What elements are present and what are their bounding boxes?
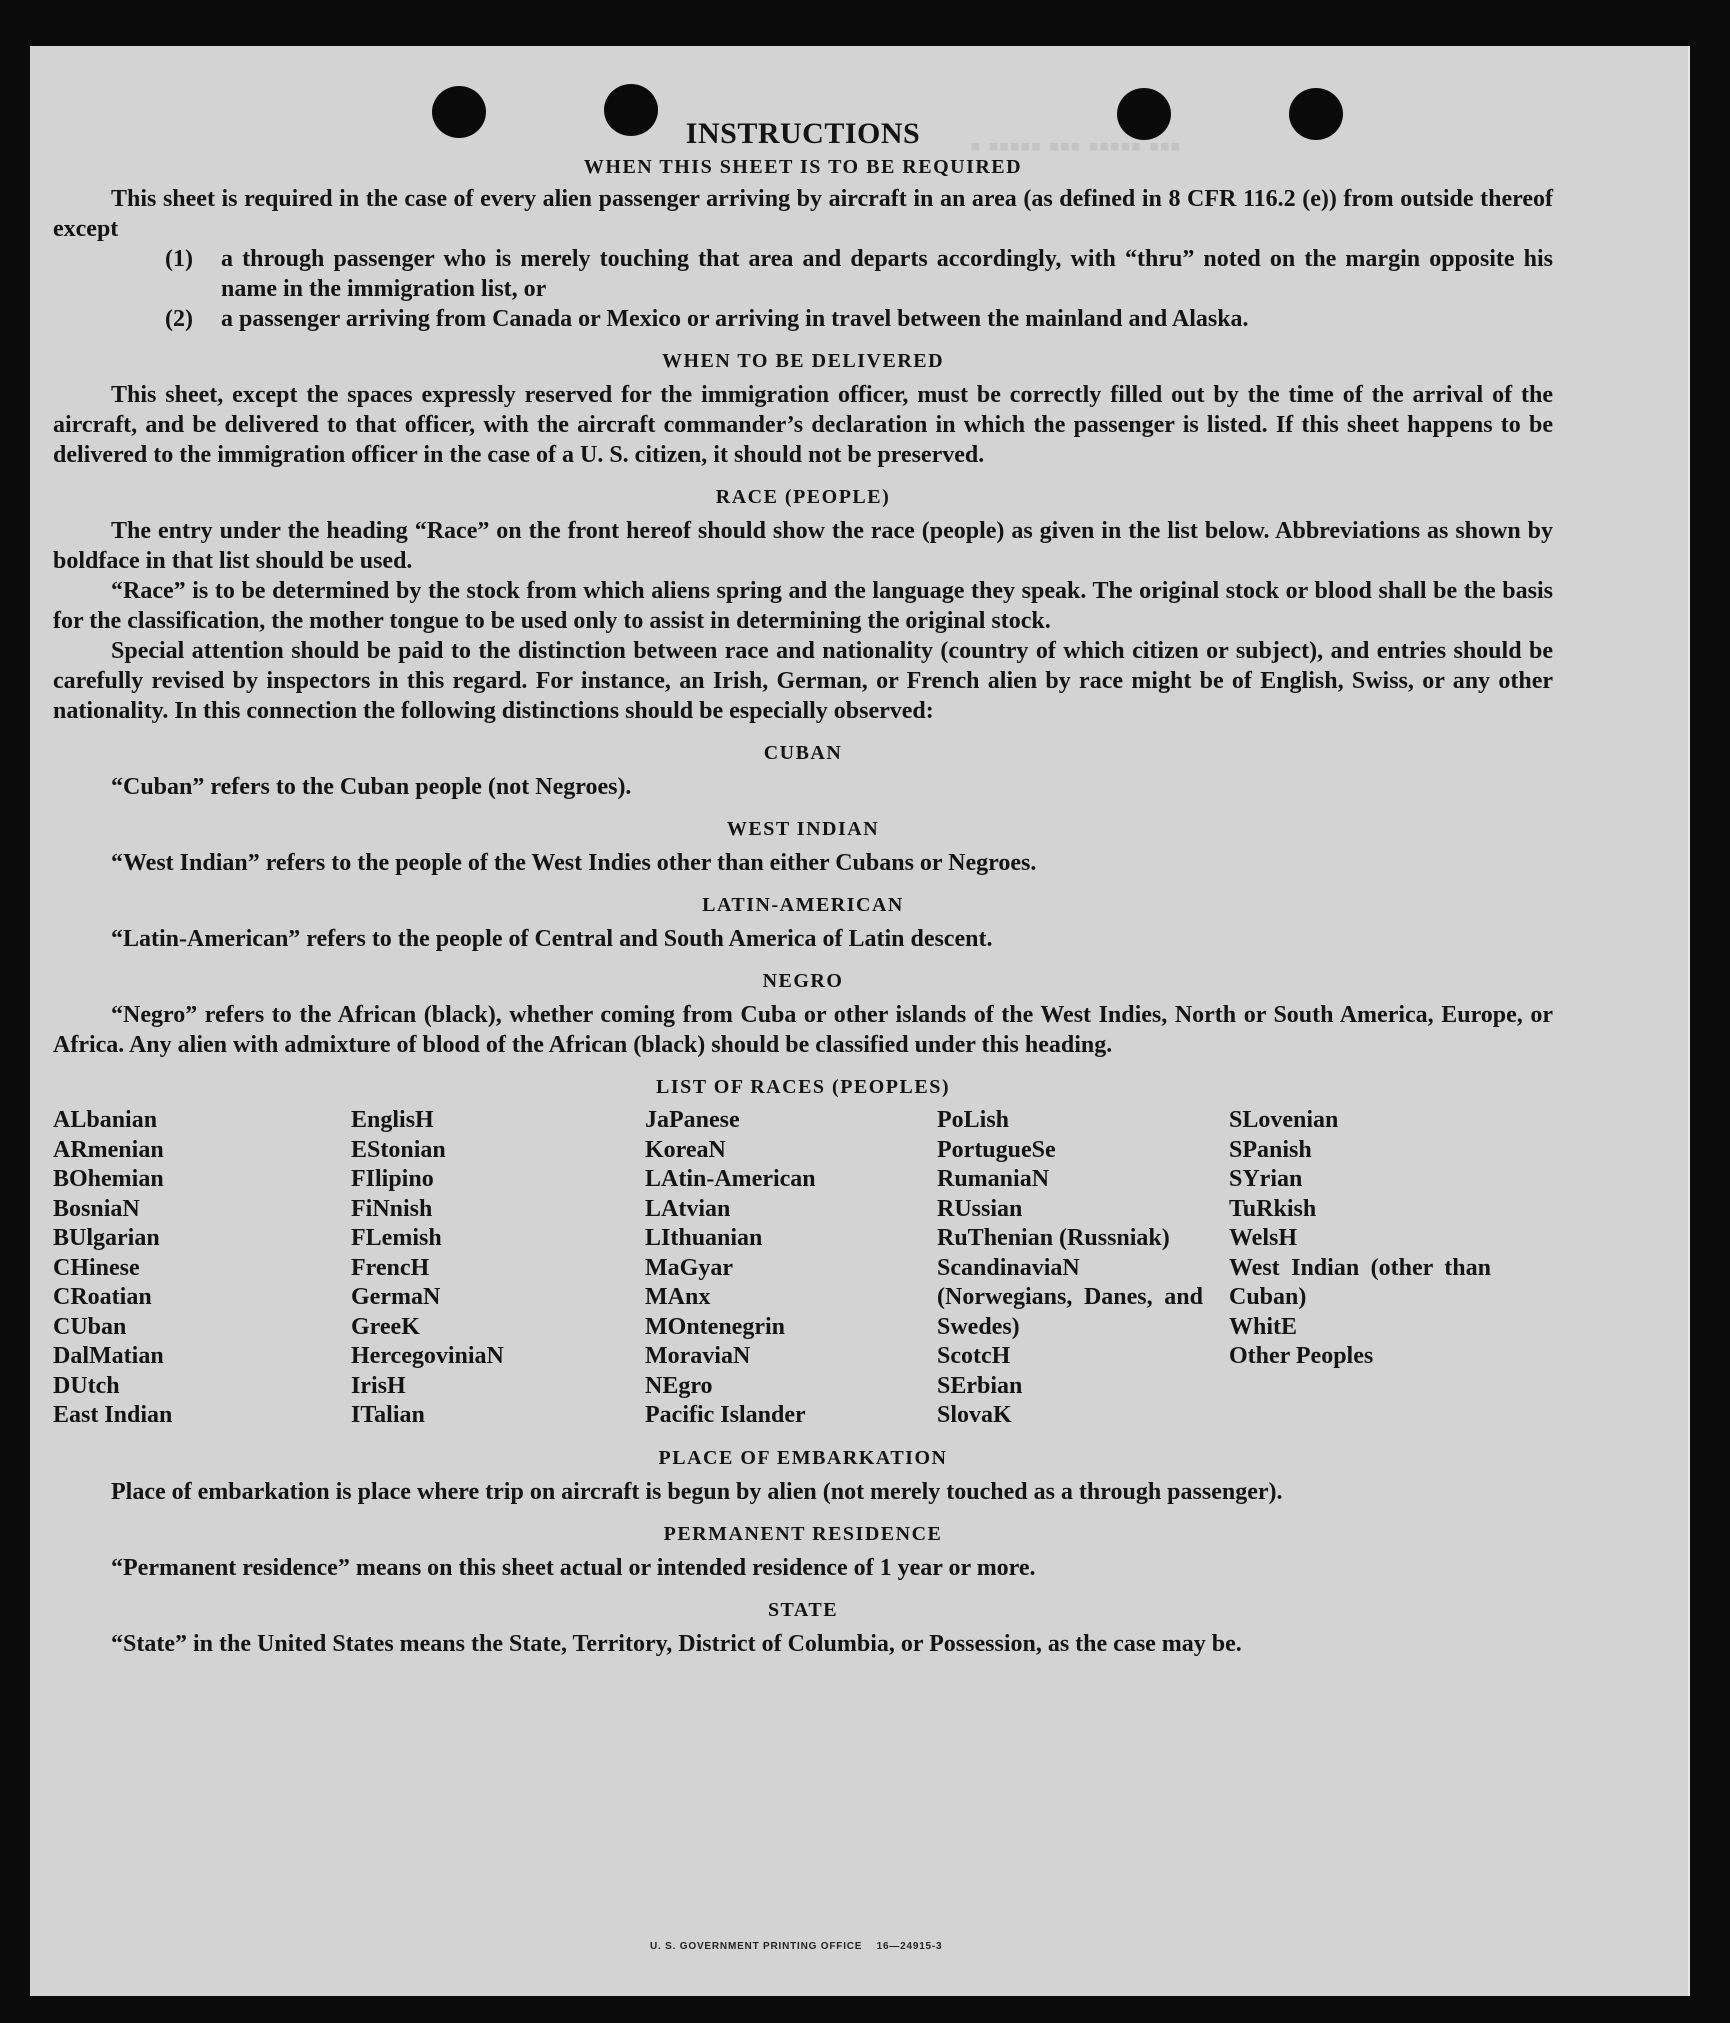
race-paragraph-2: “Race” is to be determined by the stock from which aliens spring and the language they speak. The original stock or blood shall be the basis for the classification, the mother tongue to be used only to assist in determining the original stock. xyxy=(53,578,1553,634)
race-paragraph-1: The entry under the heading “Race” on the front hereof should show the race (people) as given in the list below. Abbreviations as shown by boldface in that list should be used. xyxy=(53,518,1553,574)
race-item: Other Peoples xyxy=(1229,1343,1374,1369)
race-item: EnglisH xyxy=(351,1107,434,1133)
document-sheet xyxy=(30,46,1690,1996)
when-required-intro: This sheet is required in the case of every alien passenger arriving by aircraft in an area (as defined in 8 CFR 116.2 (e)) from outside thereof except xyxy=(53,186,1553,242)
race-item: LAtvian xyxy=(645,1195,731,1222)
race-item: CHinese xyxy=(53,1254,140,1281)
races-column-1 xyxy=(53,1106,351,1431)
races-column-5 xyxy=(1229,1106,1501,1431)
race-item: FIlipino xyxy=(351,1166,434,1192)
race-item: WelsH xyxy=(1229,1225,1298,1251)
heading-west-indian: WEST INDIAN xyxy=(726,818,880,840)
race-item: RUssian xyxy=(937,1195,1023,1222)
race-item: SlovaK xyxy=(937,1402,1012,1428)
heading-list-of-races: LIST OF RACES (PEOPLES) xyxy=(655,1076,950,1098)
race-item: SLovenian xyxy=(1229,1107,1339,1133)
race-item: ITalian xyxy=(351,1402,425,1428)
race-item: TuRkish xyxy=(1229,1195,1317,1222)
race-item: PoLish xyxy=(937,1107,1010,1133)
race-item: BUlgarian xyxy=(53,1225,160,1251)
page-title: INSTRUCTIONS xyxy=(685,117,921,150)
cuban-text: “Cuban” refers to the Cuban people (not Negroes). xyxy=(111,774,632,800)
state-text: “State” in the United States means the State, Territory, District of Columbia, or Possession, as the case may be. xyxy=(111,1630,1242,1657)
race-item: SYrian xyxy=(1229,1166,1303,1192)
heading-place-of-embarkation: PLACE OF EMBARKATION xyxy=(658,1446,948,1469)
race-item: MoraviaN xyxy=(645,1343,751,1369)
heading-when-required: WHEN THIS SHEET IS TO BE REQUIRED xyxy=(583,156,1023,178)
race-item: JaPanese xyxy=(645,1107,740,1133)
heading-latin-american: LATIN-AMERICAN xyxy=(702,894,904,916)
races-column-3 xyxy=(645,1106,937,1431)
heading-when-delivered: WHEN TO BE DELIVERED xyxy=(661,350,945,372)
race-item: MOntenegrin xyxy=(645,1313,785,1340)
race-item: RuThenian (Russniak) xyxy=(937,1225,1170,1251)
except-emphasis: except xyxy=(53,216,119,242)
race-item: ARmenian xyxy=(53,1136,164,1163)
latin-american-text: “Latin-American” refers to the people of Central and South America of Latin descent. xyxy=(111,926,993,952)
race-item: KoreaN xyxy=(645,1136,726,1163)
heading-race: RACE (PEOPLE) xyxy=(715,486,891,508)
race-item: GreeK xyxy=(351,1313,420,1340)
race-item: ScotcH xyxy=(937,1343,1011,1369)
race-item: FiNnish xyxy=(351,1195,433,1222)
negro-text: “Negro” refers to the African (black), whether coming from Cuba or other islands of the West Indies, North or South America, Europe, or Africa. Any alien with admixture of blood of the African (black) should be classified under this heading. xyxy=(53,1002,1553,1058)
heading-negro: NEGRO xyxy=(762,970,844,992)
instructions-body xyxy=(53,116,1553,1659)
race-item: DalMatian xyxy=(53,1343,164,1369)
race-item: SPanish xyxy=(1229,1136,1312,1163)
race-item: FLemish xyxy=(351,1225,442,1251)
race-item: SErbian xyxy=(937,1372,1023,1399)
race-item: DUtch xyxy=(53,1372,120,1399)
race-item: WhitE xyxy=(1229,1313,1298,1340)
race-item: IrisH xyxy=(351,1372,406,1399)
race-item: BosniaN xyxy=(53,1195,140,1222)
races-column-2 xyxy=(351,1106,645,1431)
races-list xyxy=(53,1106,1553,1431)
race-item: LIthuanian xyxy=(645,1225,763,1251)
race-item: West Indian (other than Cuban) xyxy=(1229,1254,1491,1310)
heading-state: STATE xyxy=(767,1598,839,1621)
embarkation-text: Place of embarkation is place where trip on aircraft is begun by alien (not merely touched as a through passenger). xyxy=(111,1478,1283,1505)
printing-office-footer: U. S. GOVERNMENT PRINTING OFFICE 16—24915-3 xyxy=(650,1941,943,1952)
race-item: LAtin-American xyxy=(645,1166,816,1192)
west-indian-text: “West Indian” refers to the people of the West Indies other than either Cubans or Negroes. xyxy=(111,850,1037,876)
race-item: HercegoviniaN xyxy=(351,1343,504,1369)
race-item: NEgro xyxy=(645,1372,713,1399)
permanent-residence-text: “Permanent residence” means on this sheet actual or intended residence of 1 year or more. xyxy=(111,1554,1036,1581)
race-item: CRoatian xyxy=(53,1284,152,1310)
race-item: MaGyar xyxy=(645,1254,733,1281)
race-item: RumaniaN xyxy=(937,1166,1050,1192)
race-item: EStonian xyxy=(351,1136,446,1163)
bleed-through: ▪ ▪▪▪▪▪ ▪▪▪ ▪▪▪▪▪ ▪▪▪ xyxy=(970,130,1181,163)
race-item: ScandinaviaN (Norwegians, Danes, and Swedes) xyxy=(937,1254,1203,1340)
race-item: MAnx xyxy=(645,1284,711,1310)
race-item: BOhemian xyxy=(53,1166,164,1192)
race-item: CUban xyxy=(53,1313,127,1340)
heading-cuban: CUBAN xyxy=(763,742,843,764)
race-item: GermaN xyxy=(351,1284,441,1310)
heading-permanent-residence: PERMANENT RESIDENCE xyxy=(663,1522,943,1545)
race-item: ALbanian xyxy=(53,1107,158,1133)
when-delivered-text: This sheet, except the spaces expressly reserved for the immigration officer, must be correctly filled out by the time of the arrival of the aircraft, and be delivered to that officer, with the aircraft commander’s declaration in which the passenger is listed. If this sheet happens to be delivered to the immigration officer in the case of a U. S. citizen, it should not be preserved. xyxy=(53,382,1553,468)
race-item: PortugueSe xyxy=(937,1136,1056,1163)
race-item: Pacific Islander xyxy=(645,1402,806,1428)
race-item: East Indian xyxy=(53,1402,173,1428)
exception-item-2: (2) a passenger arriving from Canada or Mexico or arriving in travel between the mainland and Alaska. xyxy=(165,306,1249,332)
exception-item-1: (1) a through passenger who is merely touching that area and departs accordingly, with “thru” noted on the margin opposite his name in the immigration list, or xyxy=(165,246,1553,302)
race-paragraph-3: Special attention should be paid to the distinction between race and nationality (country of which citizen or subject), and entries should be carefully revised by inspectors in this regard. For instance, an Irish, German, or French alien by race might be of English, Swiss, or any other nationality. In this connection the following distinctions should be especially observed: xyxy=(53,638,1553,724)
race-item: FrencH xyxy=(351,1254,430,1281)
races-column-4 xyxy=(937,1106,1229,1431)
